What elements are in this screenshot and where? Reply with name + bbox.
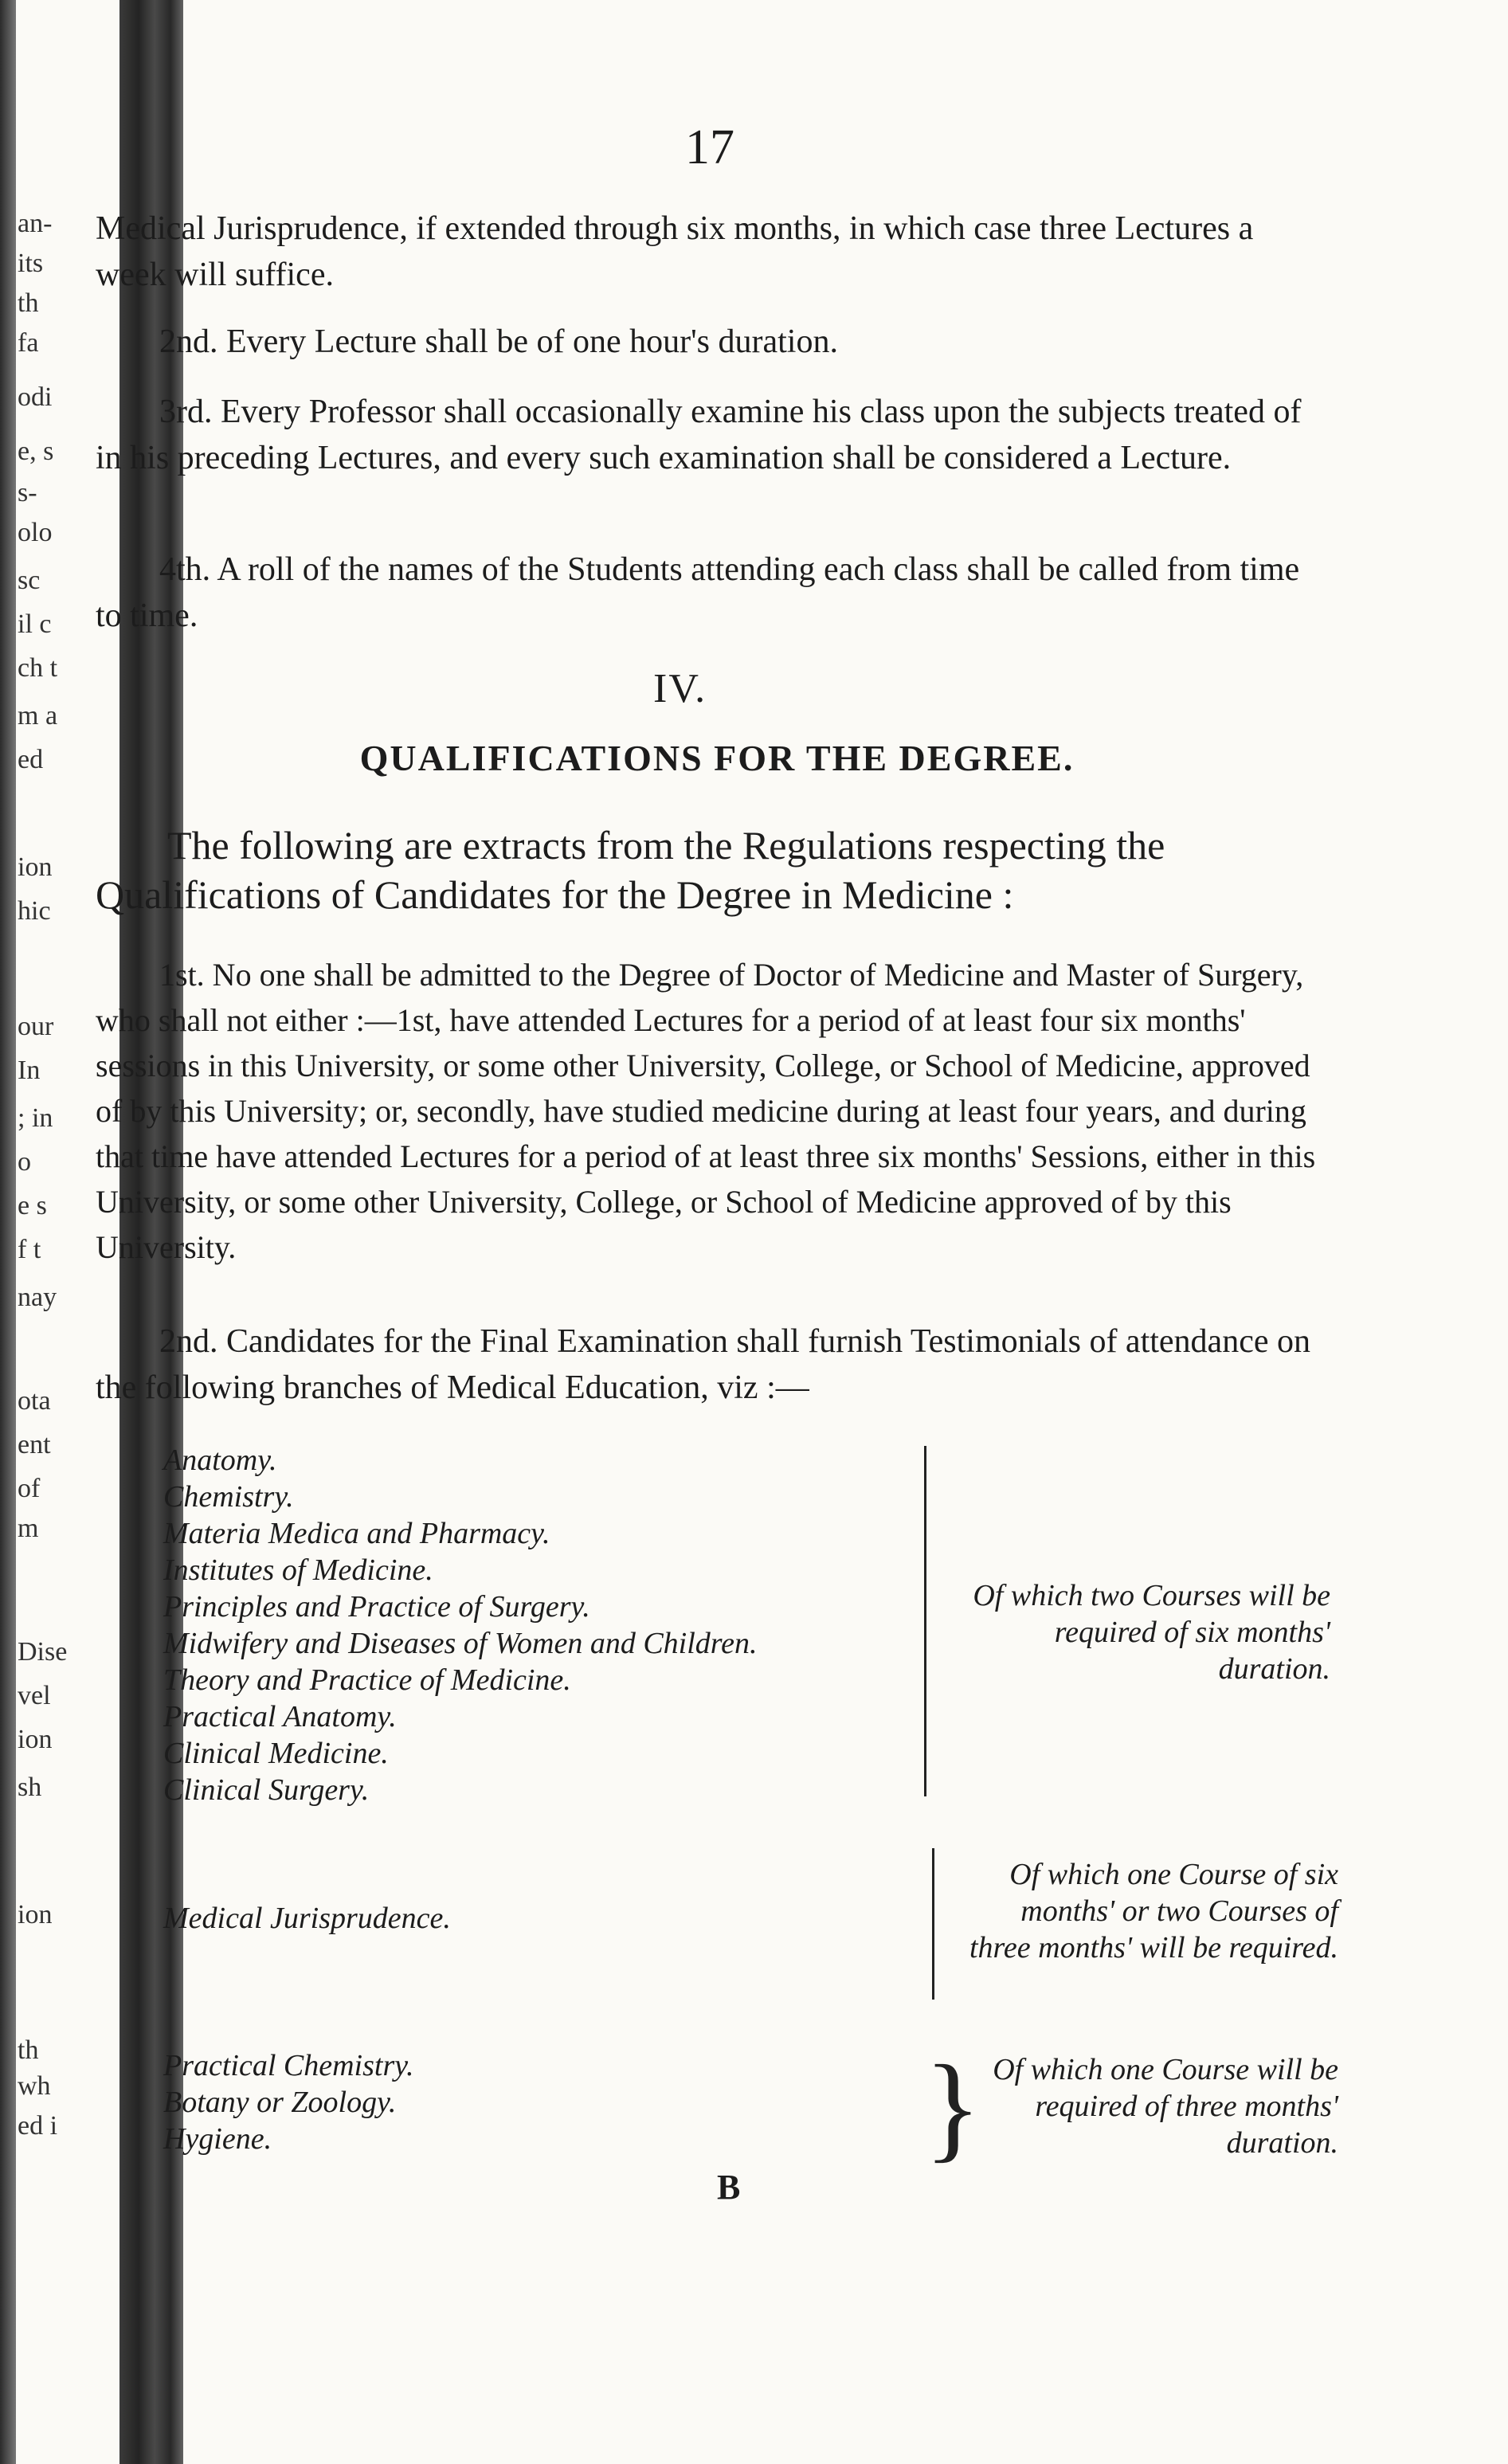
margin-fragment: th bbox=[18, 288, 39, 318]
margin-fragment: olo bbox=[18, 518, 53, 547]
margin-fragment: hic bbox=[18, 896, 51, 926]
brace-icon: } bbox=[924, 2041, 981, 2173]
list-item: Theory and Practice of Medicine. bbox=[163, 1663, 571, 1697]
margin-fragment: sh bbox=[18, 1773, 42, 1802]
qualification-rule-2: 2nd. Candidates for the Final Examination shall furnish Testimonials of attendance on the following branches of Medical Education, viz :— bbox=[96, 1323, 1310, 1406]
course-note-group-2: Of which one Course of six months' or two Courses of three months' will be required. bbox=[969, 1858, 1338, 1965]
margin-fragment: ota bbox=[18, 1386, 51, 1416]
list-item: Clinical Surgery. bbox=[163, 1773, 370, 1807]
margin-fragment: e, s bbox=[18, 437, 54, 466]
list-item: Medical Jurisprudence. bbox=[163, 1902, 451, 1935]
course-list-group-2 bbox=[163, 1900, 451, 1937]
margin-fragment: o bbox=[18, 1147, 31, 1177]
margin-fragment: il c bbox=[18, 609, 52, 639]
margin-fragment: our bbox=[18, 1012, 54, 1041]
list-item: Practical Chemistry. bbox=[163, 2049, 414, 2082]
scan-edge bbox=[0, 0, 16, 2464]
list-item: Chemistry. bbox=[163, 1480, 294, 1514]
section-heading: QUALIFICATIONS FOR THE DEGREE. bbox=[359, 738, 1075, 778]
margin-fragment: ed i bbox=[18, 2111, 58, 2141]
course-note-group-1: Of which two Courses will be required of six months' duration. bbox=[973, 1579, 1330, 1686]
section-number: IV. bbox=[653, 666, 707, 711]
list-item: Anatomy. bbox=[163, 1444, 277, 1477]
margin-fragment: ; in bbox=[18, 1103, 53, 1133]
margin-fragment: its bbox=[18, 249, 44, 278]
course-list-group-1 bbox=[163, 1442, 758, 1808]
margin-fragment: ch t bbox=[18, 653, 58, 683]
margin-fragment: e s bbox=[18, 1191, 47, 1220]
margin-fragment: vel bbox=[18, 1681, 51, 1710]
list-item: Practical Anatomy. bbox=[163, 1700, 397, 1733]
list-item: Principles and Practice of Surgery. bbox=[163, 1590, 590, 1624]
margin-fragment: ed bbox=[18, 745, 44, 774]
paragraph-continued: Medical Jurisprudence, if extended through six months, in which case three Lectures a week will suffice. bbox=[96, 210, 1254, 293]
list-item: Institutes of Medicine. bbox=[163, 1553, 433, 1587]
margin-fragment: In bbox=[18, 1056, 41, 1085]
course-list-group-3 bbox=[163, 2047, 414, 2157]
margin-fragment: ion bbox=[18, 1725, 53, 1754]
margin-fragment: wh bbox=[18, 2071, 51, 2101]
margin-fragment: odi bbox=[18, 382, 53, 412]
brace-line bbox=[932, 1848, 934, 2000]
paragraph-rule-2: 2nd. Every Lecture shall be of one hour's duration. bbox=[159, 323, 838, 360]
section-intro: The following are extracts from the Regulations respecting the Qualifications of Candidates for the Degree in Medicine : bbox=[96, 823, 1165, 917]
margin-fragment: ent bbox=[18, 1430, 51, 1459]
margin-fragment: ion bbox=[18, 852, 53, 882]
qualification-rule-1: 1st. No one shall be admitted to the Degree of Doctor of Medicine and Master of Surgery, who shall not either :—1st, have attended Lectures for a period of at least four six months' sessions in this University, or some other University, College, or School of Medicine, approved of by this University; or, secondly, have studied medicine during at least four years, and during that time have attended Lectures for a period of at least three six months' Sessions, either in this University, or some other University, College, or School of Medicine approved of by this University. bbox=[96, 957, 1316, 1265]
paragraph-rule-4: 4th. A roll of the names of the Students attending each class shall be called from time to time. bbox=[96, 551, 1300, 634]
margin-fragment: nay bbox=[18, 1283, 57, 1312]
list-item: Hygiene. bbox=[163, 2122, 272, 2156]
margin-fragment: m bbox=[18, 1514, 39, 1543]
margin-fragment: ion bbox=[18, 1900, 53, 1929]
page-number: 17 bbox=[685, 120, 734, 174]
margin-fragment: fa bbox=[18, 328, 39, 358]
margin-fragment: Dise bbox=[18, 1637, 68, 1667]
paragraph-rule-3: 3rd. Every Professor shall occasionally examine his class upon the subjects treated of in his preceding Lectures, and every such examination shall be considered a Lecture. bbox=[96, 394, 1302, 476]
margin-fragment: an- bbox=[18, 209, 53, 238]
margin-fragment: sc bbox=[18, 566, 41, 595]
margin-fragment: f t bbox=[18, 1235, 41, 1264]
brace-line bbox=[924, 1446, 926, 1796]
margin-fragment: m a bbox=[18, 701, 58, 731]
list-item: Materia Medica and Pharmacy. bbox=[163, 1517, 550, 1550]
margin-fragment: s- bbox=[18, 478, 37, 507]
signature-mark: B bbox=[717, 2168, 741, 2207]
list-item: Midwifery and Diseases of Women and Children. bbox=[163, 1627, 758, 1660]
margin-fragment: th bbox=[18, 2035, 39, 2065]
margin-fragment: of bbox=[18, 1474, 41, 1503]
list-item: Botany or Zoology. bbox=[163, 2086, 397, 2119]
course-note-group-3: Of which one Course will be required of three months' duration. bbox=[993, 2053, 1338, 2160]
list-item: Clinical Medicine. bbox=[163, 1737, 389, 1770]
